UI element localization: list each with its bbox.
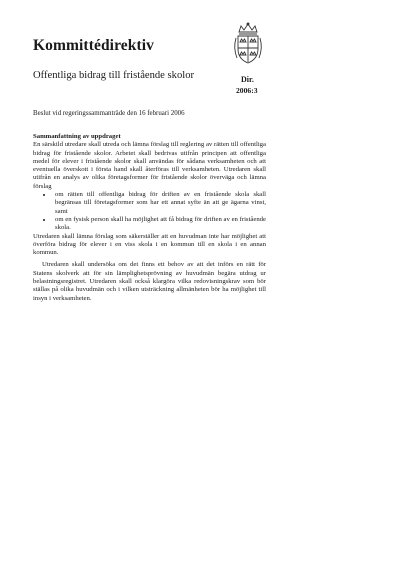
page-title: Kommittédirektiv	[33, 37, 154, 54]
summary-heading: Sammanfattning av uppdraget	[33, 133, 121, 140]
directive-number: 2006:3	[236, 86, 258, 95]
summary-bullet-list	[33, 191, 266, 232]
crown-shield-icon	[230, 22, 266, 66]
summary-paragraph-1: En särskild utredare skall utreda och lämna förslag till reglering av rätten till offentliga bidrag för fristående skolor. Arbetet skall bedrivas utifrån principen att offentliga medel för elever i fristående skolor skall användas för sådana verksamheten och att eventuella överskott i första hand skall återföras till verksamheten. Utredaren skall utifrån en analys av olika företagsformer för fristående skolor överväga och lämna förslag	[33, 141, 266, 190]
decision-line: Beslut vid regeringssammanträde den 16 februari 2006	[33, 110, 185, 117]
summary-paragraph-2: Utredaren skall lämna förslag som säkerställer att en huvudman inte har möjlighet att överföra bidrag för elever i en viss skola i en kommun till en skola i en annan kommun.	[33, 232, 266, 257]
summary-paragraph-3: Utredaren skall undersöka om det finns ett behov av att det införs en rätt för Statens skolverk att för sin lämplighetsprövning av huvudmän begära utdrag ur belastningsregistret. Utredaren skall också klargöra vilka redovisningskrav som bör ställas på olika huvudmän och i vilken utsträckning allmänheten bör ha möjlighet till insyn i verksamheten.	[33, 261, 266, 302]
list-item: • om en fysisk person skall ha möjlighet att få bidrag för driften av en fristående skola.	[53, 216, 266, 233]
list-item: • om rätten till offentliga bidrag för driften av en fristående skola skall begränsas till företagsformer som har ett annat syfte än att ge ägarna vinst, samt	[53, 191, 266, 216]
page-subtitle: Offentliga bidrag till fristående skolor	[33, 70, 195, 81]
directive-label: Dir.	[241, 75, 254, 84]
summary-section	[33, 133, 266, 303]
